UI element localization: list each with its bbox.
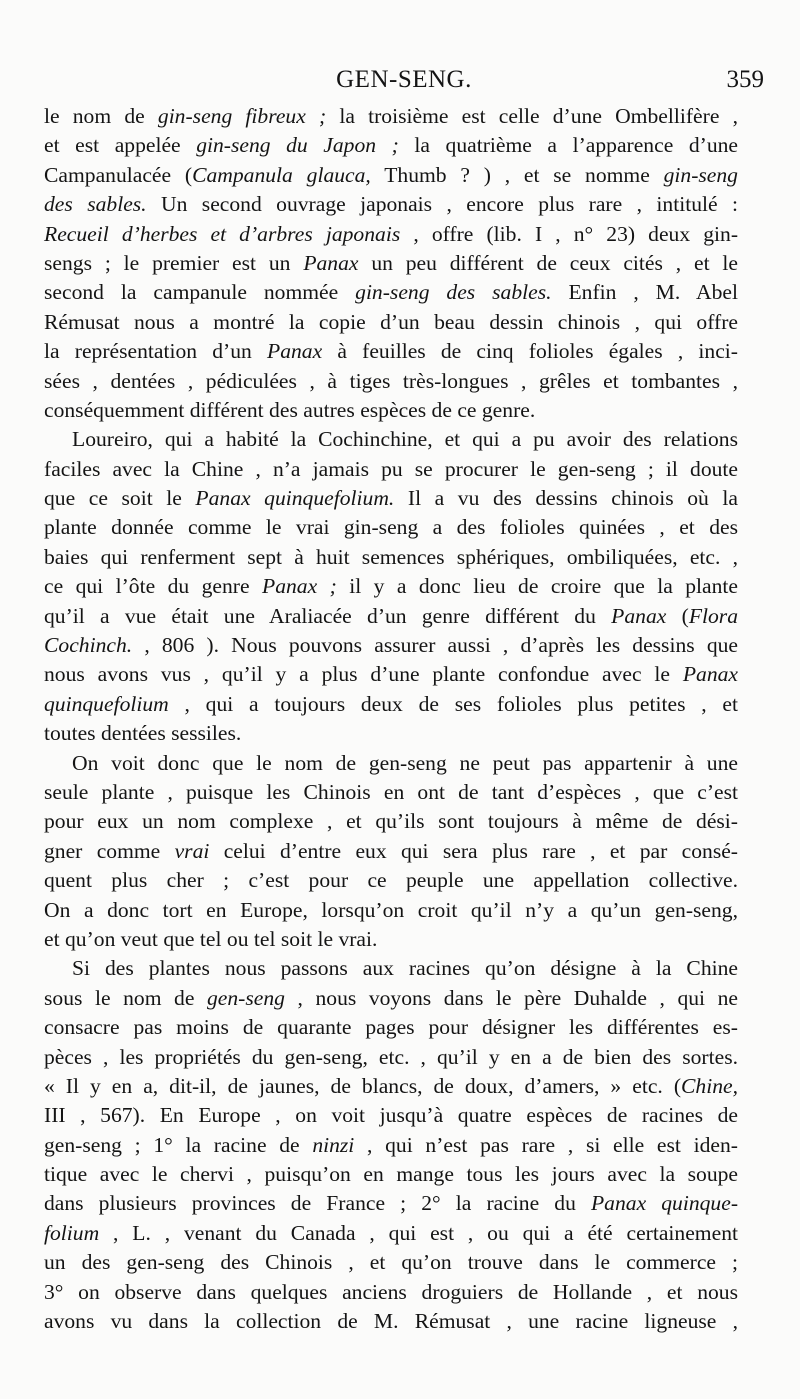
text-segment: un des gen-seng des Chinois , et qu’on trouve dans le commerce ; xyxy=(44,1250,738,1275)
italic-text: des sables. xyxy=(44,192,147,217)
text-line xyxy=(44,837,738,866)
text-line xyxy=(44,984,738,1013)
text-line xyxy=(44,866,738,895)
text-line xyxy=(44,1101,738,1130)
text-line xyxy=(44,1013,738,1042)
italic-text: Chine, xyxy=(681,1073,738,1098)
text-line xyxy=(44,278,738,307)
text-line xyxy=(44,1219,738,1248)
text-segment: , L. , venant du Canada , qui est , ou qui a été certainement xyxy=(99,1220,738,1245)
text-segment: et qu’on veut que tel ou tel soit le vrai. xyxy=(44,926,378,951)
italic-text: Panax xyxy=(267,339,323,364)
italic-text: gin-seng du Japon ; xyxy=(196,133,399,158)
text-line xyxy=(44,249,738,278)
text-segment: On voit donc que le nom de gen-seng ne peut pas appartenir à une xyxy=(72,750,738,775)
text-segment: , qui n’est pas rare , si elle est iden- xyxy=(354,1132,738,1157)
text-line xyxy=(44,337,738,366)
italic-text: ninzi xyxy=(312,1132,355,1157)
text-segment: nous avons vus , qu’il y a plus d’une plante confondue avec le xyxy=(44,662,683,687)
text-segment: sengs ; le premier est un xyxy=(44,250,304,275)
text-segment: , qui a toujours deux de ses folioles plus petites , et xyxy=(168,691,738,716)
italic-text: gin-seng des sables. xyxy=(355,280,552,305)
text-line xyxy=(44,543,738,572)
text-line xyxy=(44,1189,738,1218)
italic-text: gin-seng xyxy=(663,162,738,187)
text-segment: , nous voyons dans le père Duhalde , qui ne xyxy=(284,985,738,1010)
text-segment: gen-seng ; 1° la racine de xyxy=(44,1132,313,1157)
text-line xyxy=(44,220,738,249)
text-line xyxy=(44,807,738,836)
text-line xyxy=(44,513,738,542)
text-segment: consacre pas moins de quarante pages pour désigner les différentes es- xyxy=(44,1015,738,1040)
italic-text: Panax ; xyxy=(262,574,337,599)
text-segment: et est appelée xyxy=(44,133,197,158)
text-segment: III , 567). En Europe , on voit jusqu’à quatre espèces de racines de xyxy=(44,1103,738,1128)
text-line xyxy=(44,749,738,778)
text-line xyxy=(44,131,738,160)
text-line xyxy=(44,455,738,484)
text-line xyxy=(44,954,738,983)
italic-text: folium xyxy=(44,1220,100,1245)
text-segment: On a donc tort en Europe, lorsqu’on croit qu’il n’y a qu’un gen-seng, xyxy=(44,897,738,922)
text-segment: sées , dentées , pédiculées , à tiges très-longues , grêles et tombantes , xyxy=(44,368,738,393)
italic-text: vrai xyxy=(174,838,210,863)
text-line xyxy=(44,1248,738,1277)
italic-text: Cochinch. xyxy=(44,633,133,658)
text-segment: gner comme xyxy=(44,838,175,863)
text-segment: quent plus cher ; c’est pour ce peuple une appellation collective. xyxy=(44,868,738,893)
text-line xyxy=(44,1160,738,1189)
italic-text: Recueil d’herbes et d’arbres japonais xyxy=(44,221,401,246)
text-line xyxy=(44,1131,738,1160)
italic-text: gen-seng xyxy=(207,985,285,1010)
text-segment: seule plante , puisque les Chinois en ont de tant d’espèces , que c’est xyxy=(44,779,738,804)
text-line xyxy=(44,484,738,513)
text-segment: faciles avec la Chine , n’a jamais pu se procurer le gen-seng ; il doute xyxy=(44,456,738,481)
text-line xyxy=(44,631,738,660)
text-line xyxy=(44,896,738,925)
italic-text: Panax quinque- xyxy=(590,1191,739,1216)
text-line xyxy=(44,396,738,425)
text-segment: sous le nom de xyxy=(44,985,207,1010)
body-text xyxy=(44,102,738,1336)
text-line xyxy=(44,425,738,454)
text-segment: Enfin , M. Abel xyxy=(551,280,738,305)
text-segment: celui d’entre eux qui sera plus rare , et par consé- xyxy=(209,838,738,863)
text-segment: Loureiro, qui a habité la Cochinchine, et qui a pu avoir des relations xyxy=(72,427,738,452)
text-segment: qu’il a vue était une Araliacée d’un genre différent du xyxy=(44,603,612,628)
text-line xyxy=(44,778,738,807)
text-segment: pèces , les propriétés du gen-seng, etc. , qu’il y en a de bien des sortes. xyxy=(44,1044,738,1069)
text-segment: conséquemment différent des autres espèces de ce genre. xyxy=(44,397,536,422)
text-segment: plante donnée comme le vrai gin-seng a des folioles quinées , et des xyxy=(44,515,738,540)
italic-text: Panax xyxy=(303,250,359,275)
text-segment: second la campanule nommée xyxy=(44,280,356,305)
text-segment: Un second ouvrage japonais , encore plus rare , intitulé : xyxy=(146,192,738,217)
text-line xyxy=(44,572,738,601)
text-segment: il y a donc lieu de croire que la plante xyxy=(336,574,738,599)
text-segment: baies qui renferment sept à huit semences sphériques, ombiliquées, etc. , xyxy=(44,544,738,569)
text-segment: le nom de xyxy=(44,104,158,128)
text-line xyxy=(44,925,738,954)
text-line xyxy=(44,367,738,396)
text-segment: , offre (lib. I , n° 23) deux gin- xyxy=(400,221,739,246)
page-number: 359 xyxy=(726,66,764,93)
text-segment: à feuilles de cinq folioles égales , inci- xyxy=(322,339,738,364)
text-line xyxy=(44,690,738,719)
text-segment: la troisième est celle d’une Ombellifère , xyxy=(326,104,738,128)
text-segment: avons vu dans la collection de M. Rémusat , une racine ligneuse , xyxy=(44,1309,738,1334)
italic-text: gin-seng fibreux ; xyxy=(157,104,327,128)
italic-text: Campanula glauca, xyxy=(192,162,371,187)
text-line xyxy=(44,308,738,337)
italic-text: Panax xyxy=(682,662,738,687)
text-segment: pour eux un nom complexe , et qu’ils sont toujours à même de dési- xyxy=(44,809,738,834)
running-title: GEN-SENG. xyxy=(336,66,472,93)
text-segment: la représentation d’un xyxy=(44,339,268,364)
text-line xyxy=(44,190,738,219)
text-line xyxy=(44,1072,738,1101)
text-segment: « Il y en a, dit-il, de jaunes, de blancs, de doux, d’amers, » etc. ( xyxy=(44,1073,682,1098)
text-line xyxy=(44,602,738,631)
text-line xyxy=(44,1043,738,1072)
text-line xyxy=(44,1278,738,1307)
text-segment: Si des plantes nous passons aux racines qu’on désigne à la Chine xyxy=(72,956,738,981)
italic-text: Flora xyxy=(688,603,738,628)
page-header xyxy=(44,66,764,102)
text-segment: tique avec le chervi , puisqu’on en mange tous les jours avec la soupe xyxy=(44,1162,738,1187)
text-segment: dans plusieurs provinces de France ; 2° la racine du xyxy=(44,1191,591,1216)
italic-text: quinquefolium xyxy=(44,691,169,716)
text-segment: Campanulacée ( xyxy=(44,162,193,187)
text-segment: Il a vu des dessins chinois où la xyxy=(394,486,738,511)
text-segment: ( xyxy=(666,603,689,628)
italic-text: Panax quinquefolium. xyxy=(195,486,395,511)
text-segment: un peu différent de ceux cités , et le xyxy=(358,250,738,275)
text-line xyxy=(44,102,738,131)
text-line xyxy=(44,719,738,748)
italic-text: Panax xyxy=(611,603,667,628)
text-line xyxy=(44,660,738,689)
text-line xyxy=(44,161,738,190)
text-segment: la quatrième a l’apparence d’une xyxy=(398,133,739,158)
text-line xyxy=(44,1307,738,1336)
text-segment: que ce soit le xyxy=(44,486,196,511)
text-segment: ce qui l’ôte du genre xyxy=(44,574,262,599)
text-segment: toutes dentées sessiles. xyxy=(44,721,242,746)
text-segment: Rémusat nous a montré la copie d’un beau dessin chinois , qui offre xyxy=(44,309,738,334)
text-segment: , 806 ). Nous pouvons assurer aussi , d’après les dessins que xyxy=(132,633,738,658)
text-segment: 3° on observe dans quelques anciens droguiers de Hollande , et nous xyxy=(44,1279,738,1304)
text-segment: Thumb ? ) , et se nomme xyxy=(370,162,664,187)
